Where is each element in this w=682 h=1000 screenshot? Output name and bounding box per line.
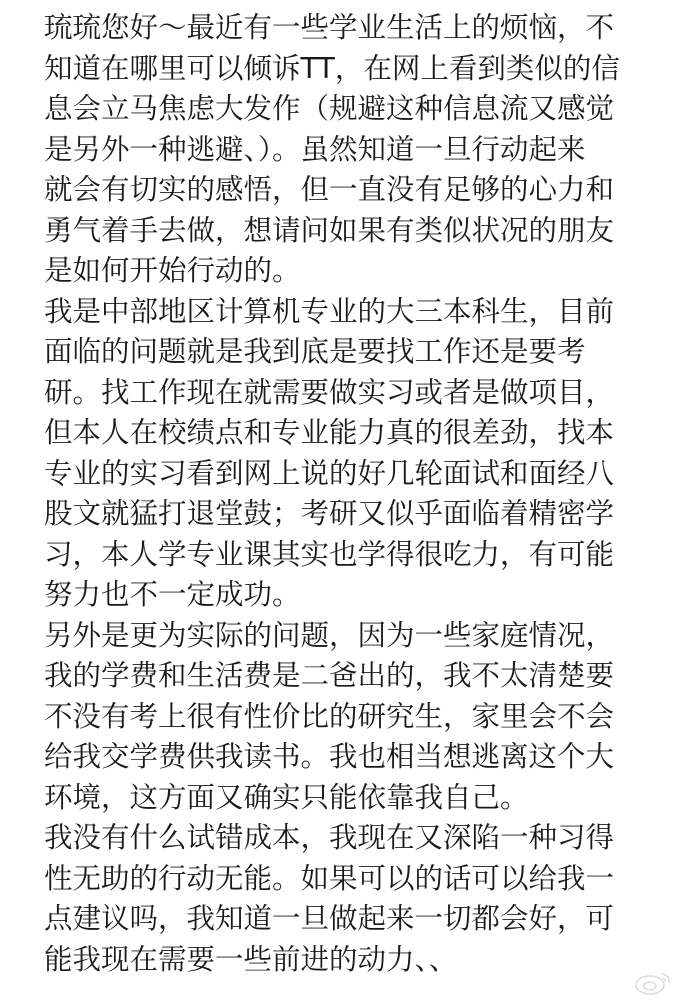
text-line: 研。找工作现在就需要做实习或者是做项目， xyxy=(44,375,615,409)
text-line: 点建议吗，我知道一旦做起来一切都会好，可 xyxy=(44,902,615,935)
text-line: 我的学费和生活费是二爸出的，我不太清楚要 xyxy=(44,659,615,692)
text-line: 琉琉您好～最近有一些学业生活上的烦恼，不 xyxy=(44,11,615,44)
weibo-watermark-icon xyxy=(632,970,674,996)
text-line: 能我现在需要一些前进的动力、、 xyxy=(44,942,458,976)
text-line: 环境，这方面又确实只能依靠我自己。 xyxy=(44,780,529,814)
text-line: 息会立马焦虑大发作（规避这种信息流又感觉 xyxy=(44,92,615,125)
paragraph-3 xyxy=(44,616,674,819)
message-text xyxy=(44,8,674,980)
text-line: 另外是更为实际的问题，因为一些家庭情况， xyxy=(44,618,615,652)
text-line: 我没有什么试错成本，我现在又深陷一种习得 xyxy=(44,821,615,854)
text-line: 知道在哪里可以倾诉TT，在网上看到类似的信 xyxy=(44,51,620,85)
text-line: 但本人在校绩点和专业能力真的很差劲，找本 xyxy=(44,416,615,449)
paragraph-1 xyxy=(44,8,674,292)
text-line: 不没有考上很有性价比的研究生，家里会不会 xyxy=(44,699,615,733)
text-line: 是另外一种逃避、）。虽然知道一旦行动起来 xyxy=(44,132,586,166)
text-line: 性无助的行动无能。如果可以的话可以给我一 xyxy=(44,861,615,895)
paragraph-4 xyxy=(44,818,674,980)
text-line: 努力也不一定成功。 xyxy=(44,578,301,611)
text-line: 给我交学费供我读书。我也相当想逃离这个大 xyxy=(44,740,615,773)
paragraph-2 xyxy=(44,292,674,616)
text-line: 面临的问题就是我到底是要找工作还是要考 xyxy=(44,335,586,368)
text-line: 股文就猛打退堂鼓；考研又似乎面临着精密学 xyxy=(44,497,615,530)
text-line: 专业的实习看到网上说的好几轮面试和面经八 xyxy=(44,456,615,490)
text-line: 我是中部地区计算机专业的大三本科生，目前 xyxy=(44,294,615,328)
text-line: 勇气着手去做，想请问如果有类似状况的朋友 xyxy=(44,213,615,247)
text-line: 是如何开始行动的。 xyxy=(44,254,301,287)
text-line: 就会有切实的感悟，但一直没有足够的心力和 xyxy=(44,173,615,206)
text-line: 习，本人学专业课其实也学得很吃力，有可能 xyxy=(44,537,615,571)
